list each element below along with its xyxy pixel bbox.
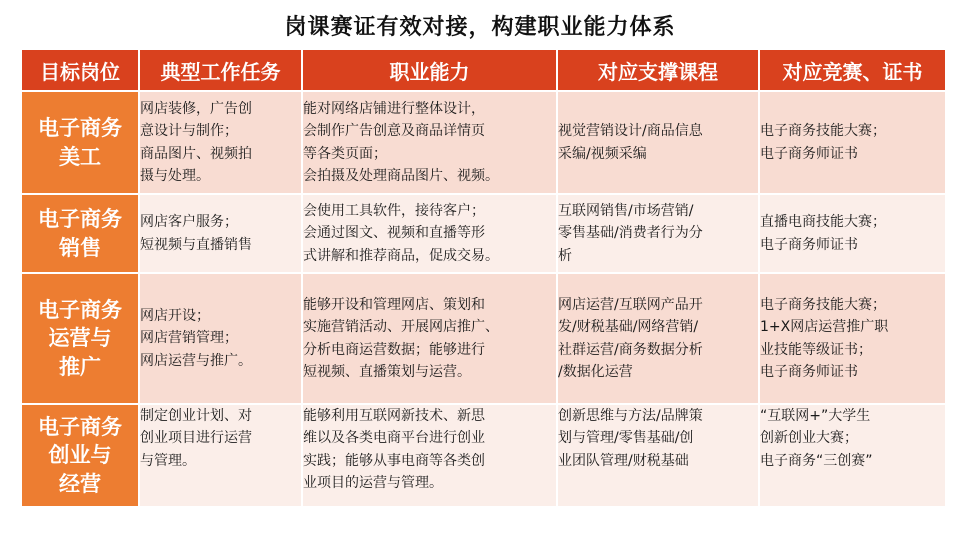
table-row xyxy=(21,194,946,273)
role-cell: 电子商务 美工 xyxy=(21,91,139,194)
courses-cell: 视觉营销设计/商品信息 采编/视频采编 xyxy=(557,91,759,194)
header-abilities: 职业能力 xyxy=(302,49,557,91)
header-competitions: 对应竞赛、证书 xyxy=(759,49,946,91)
competitions-cell: 电子商务技能大赛； 电子商务师证书 xyxy=(759,91,946,194)
header-row xyxy=(21,49,946,91)
tasks-cell: 网店客户服务； 短视频与直播销售 xyxy=(139,194,302,273)
courses-cell: 互联网销售/市场营销/ 零售基础/消费者行为分 析 xyxy=(557,194,759,273)
abilities-cell: 能对网络店铺进行整体设计， 会制作广告创意及商品详情页 等各类页面； 会拍摄及处理商品图片、视频。 xyxy=(302,91,557,194)
competitions-cell: 电子商务技能大赛； 1+X网店运营推广职 业技能等级证书； 电子商务师证书 xyxy=(759,273,946,404)
header-target-role: 目标岗位 xyxy=(21,49,139,91)
tasks-cell: 制定创业计划、对 创业项目进行运营 与管理。 xyxy=(139,404,302,507)
header-typical-tasks: 典型工作任务 xyxy=(139,49,302,91)
tasks-cell: 网店开设； 网店营销管理； 网店运营与推广。 xyxy=(139,273,302,404)
competitions-cell: 直播电商技能大赛； 电子商务师证书 xyxy=(759,194,946,273)
tasks-cell: 网店装修，广告创 意设计与制作； 商品图片、视频拍 摄与处理。 xyxy=(139,91,302,194)
competitions-cell: “互联网+”大学生 创新创业大赛； 电子商务“三创赛” xyxy=(759,404,946,507)
header-courses: 对应支撑课程 xyxy=(557,49,759,91)
abilities-cell: 能够开设和管理网店、策划和 实施营销活动、开展网店推广、 分析电商运营数据；能够进行 短视频、直播策划与运营。 xyxy=(302,273,557,404)
capability-table xyxy=(20,48,947,508)
role-cell: 电子商务 创业与 经营 xyxy=(21,404,139,507)
abilities-cell: 能够利用互联网新技术、新思 维以及各类电商平台进行创业 实践；能够从事电商等各类创 业项目的运营与管理。 xyxy=(302,404,557,507)
table-row xyxy=(21,273,946,404)
table-row xyxy=(21,404,946,507)
courses-cell: 创新思维与方法/品牌策 划与管理/零售基础/创 业团队管理/财税基础 xyxy=(557,404,759,507)
role-cell: 电子商务 销售 xyxy=(21,194,139,273)
courses-cell: 网店运营/互联网产品开 发/财税基础/网络营销/ 社群运营/商务数据分析 /数据化运营 xyxy=(557,273,759,404)
table-row xyxy=(21,91,946,194)
page-title: 岗课赛证有效对接，构建职业能力体系 xyxy=(284,15,676,40)
abilities-cell: 会使用工具软件，接待客户； 会通过图文、视频和直播等形 式讲解和推荐商品，促成交易。 xyxy=(302,194,557,273)
role-cell: 电子商务 运营与 推广 xyxy=(21,273,139,404)
